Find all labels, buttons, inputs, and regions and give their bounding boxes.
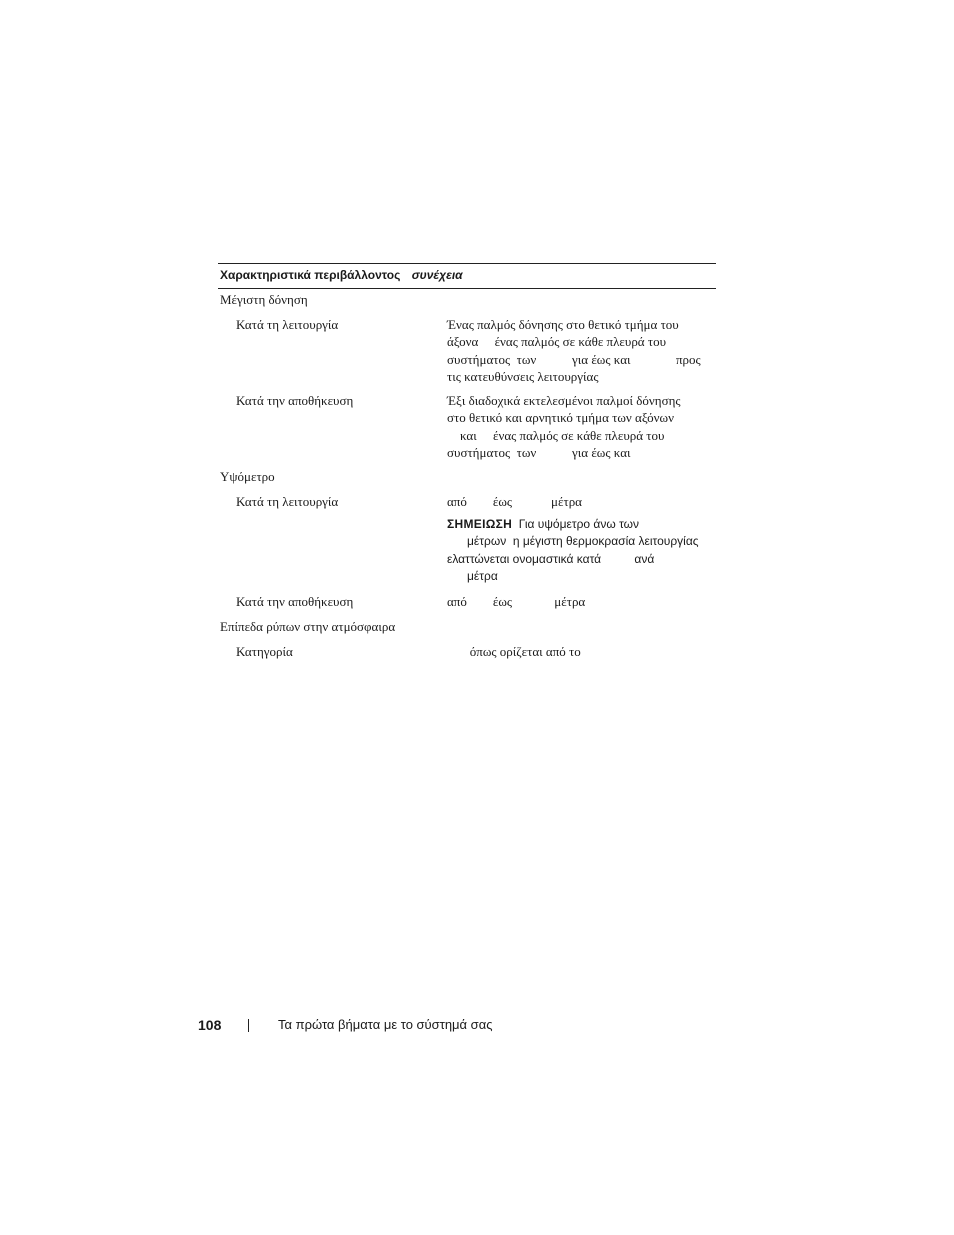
page-number: 108 — [198, 1017, 222, 1033]
row-value-altitude-storage — [447, 593, 717, 610]
row-value-shock-operating — [447, 316, 717, 385]
altitude-note — [447, 516, 717, 585]
value-line: συστήματος των για έως και προς — [447, 351, 701, 367]
section-airborne-contaminants: Επίπεδα ρύπων στην ατμόσφαιρα — [220, 619, 396, 634]
value-line: Ένας παλμός δόνησης στο θετικό τμήμα του — [447, 317, 679, 332]
table-header-rule — [218, 288, 716, 289]
note-title: ΣΗΜΕΙΩΣΗ — [447, 517, 513, 531]
environment-spec-table — [218, 263, 716, 659]
value-line: όπως ορίζεται από το — [447, 644, 581, 659]
value-line: από έως μέτρα — [447, 594, 586, 609]
row-label-shock-operating: Κατά τη λειτουργία — [236, 317, 339, 332]
note-line: ελαττώνεται ονομαστικά κατά ανά — [447, 551, 655, 566]
row-label-altitude-storage: Κατά την αποθήκευση — [236, 594, 354, 609]
table-title-continued: συνέχεια — [411, 268, 463, 282]
footer-title: Τα πρώτα βήματα με το σύστημά σας — [278, 1017, 493, 1032]
row-value-altitude-operating — [447, 493, 717, 510]
value-line: τις κατευθύνσεις λειτουργίας — [447, 368, 599, 384]
table-title: Χαρακτηριστικά περιβάλλοντος — [220, 268, 401, 282]
row-label-class: Κατηγορία — [236, 644, 293, 659]
note-line: Για υψόμετρο άνω των — [518, 517, 640, 531]
note-line: μέτρα — [447, 568, 498, 583]
row-label-altitude-operating: Κατά τη λειτουργία — [236, 494, 339, 509]
row-value-shock-storage — [447, 392, 717, 461]
row-label-shock-storage: Κατά την αποθήκευση — [236, 393, 354, 408]
value-line: στο θετικό και αρνητικό τμήμα των αξόνων — [447, 410, 674, 426]
value-line: Έξι διαδοχικά εκτελεσμένοι παλμοί δόνησης — [447, 393, 681, 408]
value-line: και ένας παλμός σε κάθε πλευρά του — [447, 427, 665, 443]
section-altitude: Υψόμετρο — [220, 469, 275, 484]
footer-separator — [248, 1019, 249, 1032]
note-line: μέτρων η μέγιστη θερμοκρασία λειτουργίας — [447, 534, 699, 549]
value-line: από έως μέτρα — [447, 494, 582, 509]
value-line: συστήματος των για έως και — [447, 444, 631, 460]
value-line: άξονα ένας παλμός σε κάθε πλευρά του — [447, 334, 667, 350]
section-max-shock: Μέγιστη δόνηση — [220, 292, 308, 307]
table-header — [218, 264, 716, 288]
row-value-class — [447, 643, 717, 660]
